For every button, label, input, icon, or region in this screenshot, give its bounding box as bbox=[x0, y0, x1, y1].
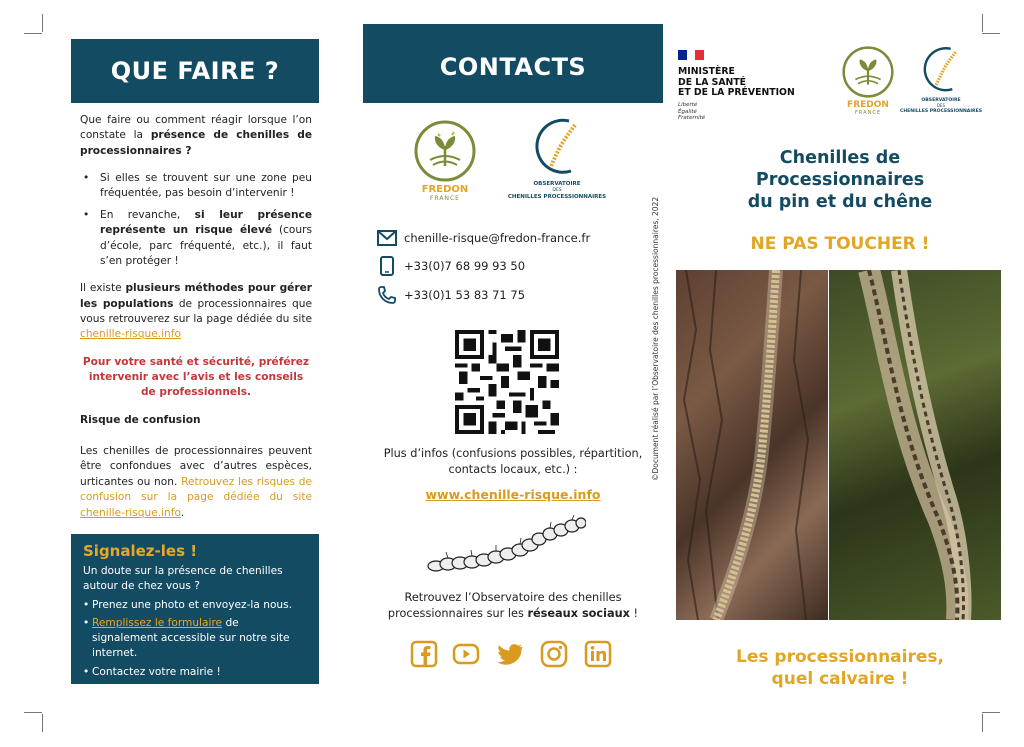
crop-mark bbox=[24, 712, 42, 713]
signalez-list bbox=[83, 598, 307, 680]
title-line3: du pin et du chêne bbox=[747, 191, 933, 212]
form-link[interactable]: Remplissez le formulaire bbox=[92, 617, 223, 630]
brochure-title bbox=[690, 148, 990, 214]
linkedin-icon[interactable] bbox=[584, 640, 612, 668]
caterpillar-illustration bbox=[426, 514, 586, 574]
ministry-line2: DE LA SANTÉ bbox=[678, 76, 747, 88]
ministry-logo bbox=[678, 45, 795, 122]
social-text bbox=[363, 590, 663, 623]
observatoire-logo bbox=[502, 115, 612, 205]
observatoire-emblem-icon bbox=[918, 44, 964, 94]
que-faire-title: QUE FAIRE ? bbox=[71, 39, 319, 103]
signalez-item-1: • Prenez une photo et envoyez-la nous. bbox=[83, 598, 307, 613]
copyright-text: ©Document réalisé par l’Observatoire des chenilles processionnaires, 2022 bbox=[651, 196, 660, 481]
slogan-line2: quel calvaire ! bbox=[771, 669, 909, 690]
signalez-box bbox=[71, 534, 319, 684]
crop-mark bbox=[24, 33, 42, 34]
obs-header-line1: OBSERVATOIRE bbox=[921, 98, 961, 103]
advice-text-1: Si elles se trouvent sur une zone peu fréquentée, pas besoin d’intervenir ! bbox=[100, 172, 312, 200]
obs-header-line3: CHENILLES PROCESSIONNAIRES bbox=[899, 108, 983, 114]
que-faire-body bbox=[80, 113, 312, 533]
social-text-end: ! bbox=[629, 607, 639, 621]
methods-link[interactable]: chenille-risque.info bbox=[80, 328, 181, 341]
confusion-text: Les chenilles de processionnaires peuvent être confondues avec d’autres espèces, urticantes ou non. bbox=[80, 445, 312, 488]
crop-mark bbox=[982, 33, 1000, 34]
facebook-icon[interactable] bbox=[410, 640, 438, 668]
email-text[interactable]: chenille-risque@fredon-france.fr bbox=[404, 231, 591, 245]
fredon-name-header: FREDON bbox=[847, 100, 889, 110]
intro-bold: présence de chenilles de processionnaires ? bbox=[80, 129, 312, 157]
methods-bold: plusieurs méthodes pour gérer les populations bbox=[80, 282, 312, 310]
social-text-bold: réseaux sociaux bbox=[527, 607, 630, 621]
signalez-item-3: • Contactez votre mairie ! bbox=[83, 665, 307, 680]
crop-mark bbox=[42, 714, 43, 732]
twitter-icon[interactable] bbox=[496, 640, 524, 668]
confusion-orange: Retrouvez les risques de confusion sur la page dédiée du site bbox=[80, 475, 312, 504]
intro-text: Que faire ou comment réagir lorsque l’on constate la bbox=[80, 114, 312, 142]
photo-caterpillars-oak bbox=[829, 270, 1001, 620]
safety-warning: Pour votre santé et sécurité, préférez intervenir avec l’avis et les conseils de professionnels. bbox=[82, 355, 310, 399]
signalez-item-2 bbox=[83, 616, 307, 660]
website-link[interactable]: www.chenille-risque.info bbox=[425, 487, 601, 502]
observatoire-emblem-icon bbox=[529, 115, 585, 177]
devise-egalite: Égalité bbox=[678, 108, 697, 115]
obs-line2: DES bbox=[552, 188, 562, 194]
title-line1: Chenilles de bbox=[779, 148, 901, 168]
contacts-title: CONTACTS bbox=[363, 24, 663, 103]
fredon-name: FREDON bbox=[421, 184, 469, 195]
methods-text-2: de processionnaires que vous retrouverez sur la page dédiée du site bbox=[80, 297, 312, 325]
signalez-item-2-text: de signalement accessible sur notre site internet. bbox=[92, 617, 290, 660]
mobile-text[interactable]: +33(0)7 68 99 93 50 bbox=[404, 259, 526, 273]
crop-mark bbox=[982, 714, 983, 732]
devise-fraternite: Fraternité bbox=[678, 115, 706, 122]
advice-item-2 bbox=[80, 208, 312, 269]
fredon-logo bbox=[410, 120, 480, 200]
devise-liberte: Liberté bbox=[678, 102, 698, 109]
qr-code[interactable] bbox=[455, 330, 559, 434]
obs-line1: OBSERVATOIRE bbox=[533, 181, 581, 187]
intro-paragraph bbox=[80, 113, 312, 159]
confusion-link[interactable]: chenille-risque.info bbox=[80, 506, 181, 519]
advice-text-2a: En revanche, bbox=[100, 208, 195, 221]
do-not-touch-warning: NE PAS TOUCHER ! bbox=[750, 234, 930, 254]
confusion-paragraph bbox=[80, 444, 312, 521]
observatoire-logo-header bbox=[895, 44, 987, 119]
email-row[interactable] bbox=[376, 227, 590, 249]
photo-caterpillars-pine bbox=[676, 270, 828, 620]
advice-text-2c: (cours d’école, parc fréquenté, etc.), il faut s’en protéger ! bbox=[100, 224, 312, 267]
advice-item-1 bbox=[80, 171, 312, 202]
methods-paragraph bbox=[80, 281, 312, 342]
confusion-title: Risque de confusion bbox=[80, 413, 201, 426]
crop-mark bbox=[982, 712, 1000, 713]
fredon-emblem-icon bbox=[842, 46, 894, 98]
email-icon bbox=[376, 227, 398, 249]
french-flag-icon bbox=[678, 50, 704, 60]
ministry-line3: ET DE LA PRÉVENTION bbox=[678, 87, 795, 99]
fredon-emblem-icon bbox=[414, 120, 476, 182]
phone-icon bbox=[376, 284, 398, 306]
title-line2: Processionnaires bbox=[755, 169, 925, 190]
website-row bbox=[363, 486, 663, 504]
slogan-line1: Les processionnaires, bbox=[736, 647, 944, 667]
fredon-sub: FRANCE bbox=[430, 195, 460, 202]
obs-header-line2: DES bbox=[936, 102, 946, 108]
youtube-icon[interactable] bbox=[452, 640, 480, 668]
advice-list bbox=[80, 171, 312, 269]
crop-mark bbox=[982, 14, 983, 32]
methods-text: Il existe bbox=[80, 282, 126, 295]
fredon-logo-header bbox=[838, 46, 898, 116]
more-info-text: Plus d’infos (confusions possibles, répartition, contacts locaux, etc.) : bbox=[383, 447, 643, 477]
mobile-icon bbox=[376, 255, 398, 277]
ministry-line1: MINISTÈRE bbox=[678, 66, 735, 77]
slogan bbox=[690, 646, 990, 690]
fredon-sub-header: FRANCE bbox=[855, 110, 881, 116]
mobile-row[interactable] bbox=[376, 255, 525, 277]
obs-line3: CHENILLES PROCESSIONNAIRES bbox=[507, 193, 607, 200]
signalez-text: Un doute sur la présence de chenilles autour de chez vous ? bbox=[83, 565, 283, 592]
phone-text[interactable]: +33(0)1 53 83 71 75 bbox=[404, 288, 526, 302]
social-text-1: Retrouvez l’Observatoire des chenilles processionnaires sur les bbox=[387, 591, 622, 621]
confusion-end: . bbox=[180, 506, 185, 519]
crop-mark bbox=[42, 14, 43, 32]
instagram-icon[interactable] bbox=[540, 640, 568, 668]
signalez-title: Signalez-les ! bbox=[83, 542, 198, 560]
phone-row[interactable] bbox=[376, 284, 525, 306]
advice-text-2b: si leur présence représente un risque élevé bbox=[100, 208, 313, 237]
